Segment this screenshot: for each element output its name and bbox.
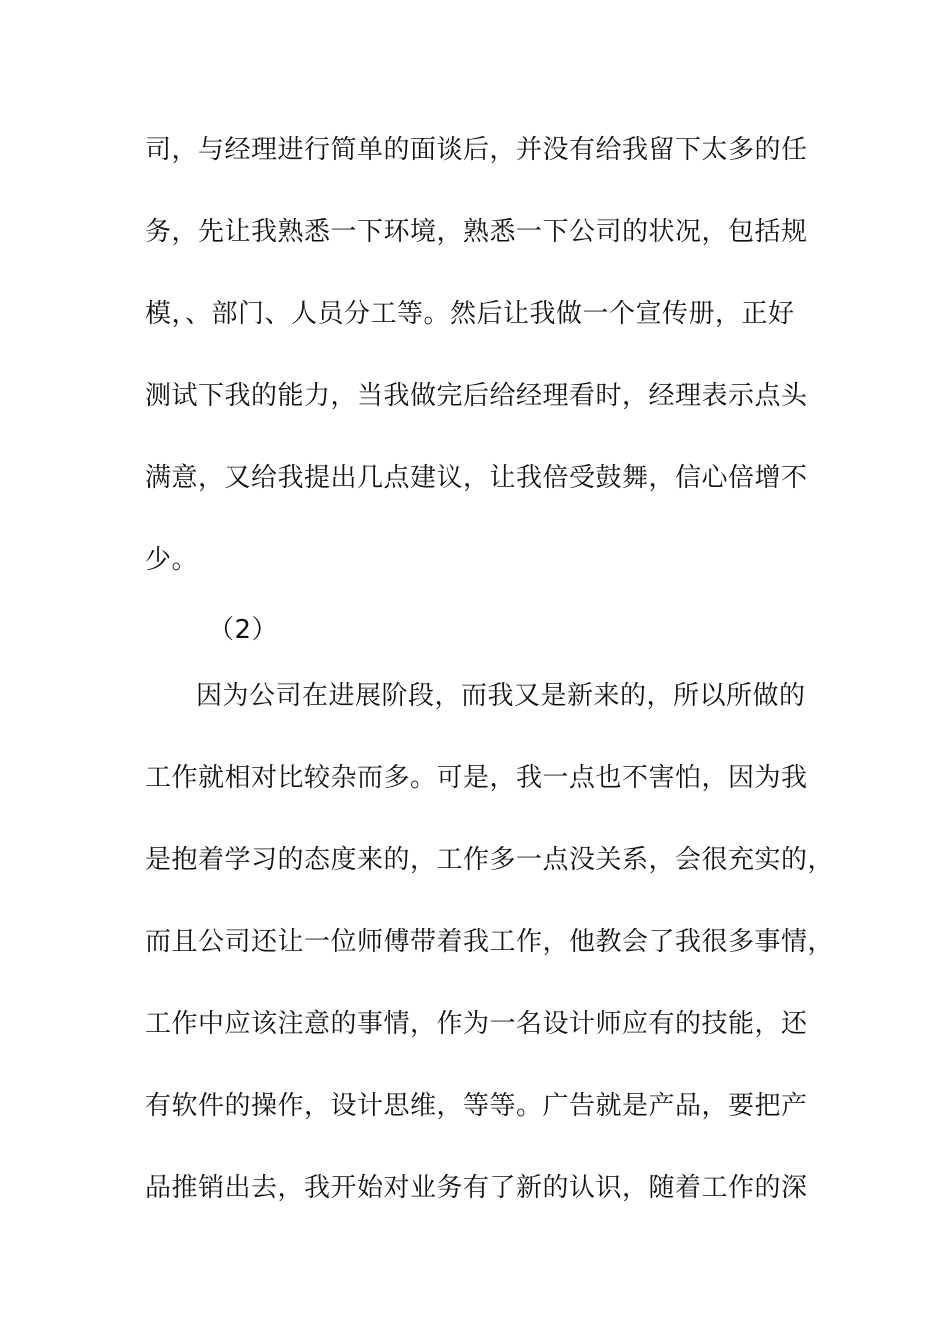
section-marker: （2） bbox=[208, 615, 279, 645]
text-line: 有软件的操作，设计思维，等等。广告就是产品，要把产 bbox=[145, 1091, 808, 1121]
text-line: 满意，又给我提出几点建议，让我倍受鼓舞，信心倍增不 bbox=[145, 463, 808, 493]
text-line: 少。 bbox=[145, 545, 199, 575]
text-line: 工作中应该注意的事情，作为一名设计师应有的技能，还 bbox=[145, 1009, 808, 1039]
text-line: 模，、部门、人员分工等。然后让我做一个宣传册，正好 bbox=[145, 299, 795, 329]
text-line: 是抱着学习的态度来的，工作多一点没关系，会很充实的， bbox=[145, 845, 835, 875]
text-line: 而且公司还让一位师傅带着我工作，他教会了我很多事情， bbox=[145, 927, 835, 957]
text-line: 测试下我的能力，当我做完后给经理看时，经理表示点头 bbox=[145, 381, 808, 411]
text-line: 品推销出去，我开始对业务有了新的认识，随着工作的深 bbox=[145, 1173, 808, 1203]
text-line: 工作就相对比较杂而多。可是，我一点也不害怕，因为我 bbox=[145, 763, 808, 793]
text-line: 司，与经理进行简单的面谈后，并没有给我留下太多的任 bbox=[145, 135, 808, 165]
text-line: 因为公司在进展阶段，而我又是新来的，所以所做的 bbox=[196, 681, 806, 711]
text-line: 务，先让我熟悉一下环境，熟悉一下公司的状况，包括规 bbox=[145, 217, 808, 247]
